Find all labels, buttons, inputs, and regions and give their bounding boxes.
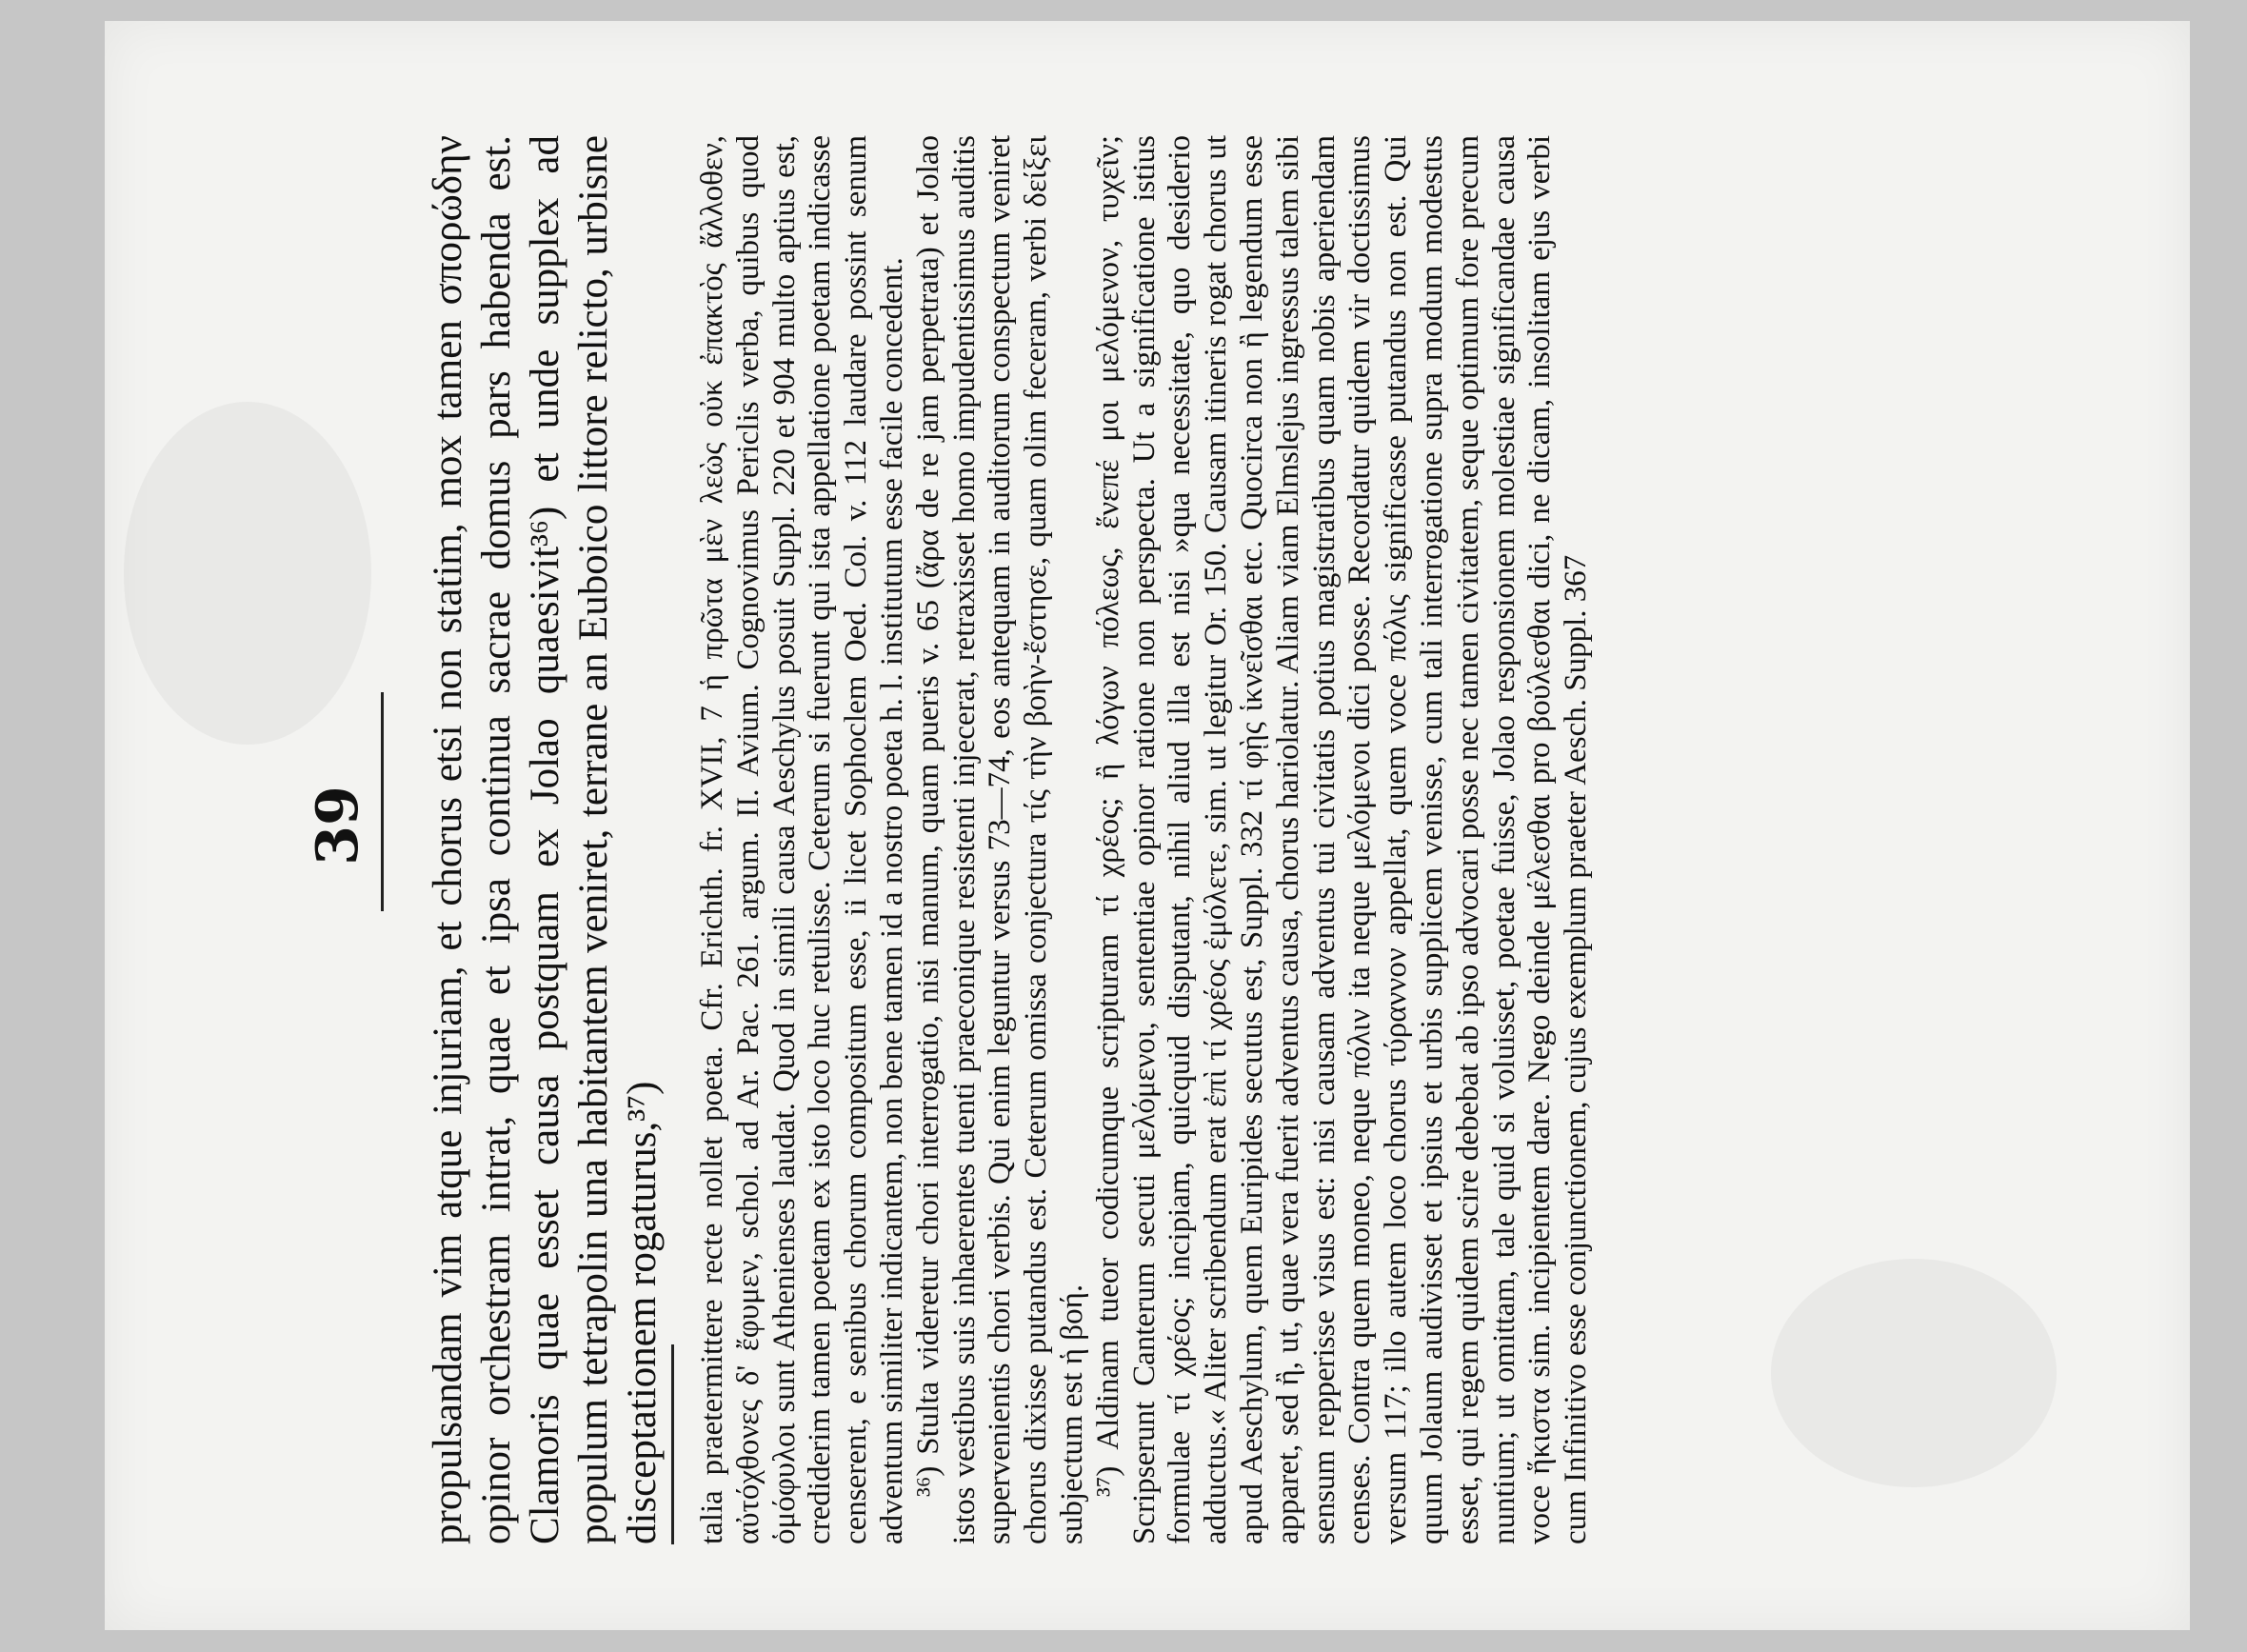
footnote-36: ³⁶) Stulta videretur chori interrogatio, nisi manum, quam pueris v. 65 (ἄρα de re jam perpetrata) et Jolao istos vestibus suis inhaerentes tuenti praeconique resistenti injecerat, retraxisset homo impudentissimus auditis supervenientis chori verbis. Qui enim leguntur versus 73—74, eos antequam in auditorum conspectum veniret chorus dixisse putandus est. Ceterum omissa conjectura τίς τὴν βοὴν-ἔστησε, quam olim feceram, verbi δείξει subjectum est ἡ βοή. [910,135,1089,1544]
page-number: 39 [305,786,371,866]
rotated-page [190,16,2057,1635]
main-text: propulsandam vim atque injuriam, et chorus etsi non statim, mox tamen σπορώδην opinor orchestram intrat, quae et ipsa continua sacrae domus pars habenda est. Clamoris quae esset causa postquam ex Jolao quaesivit³⁶) et unde supplex ad populum tetrapolin una habitantem veniret, terrane an Euboico littore relicto, urbisne disceptationem rogaturus,³⁷) [426,135,665,1544]
footnote-continuation: talia praetermittere recte nollet poeta. Cfr. Erichth. fr. XVII, 7 ἡ πρῶτα μὲν λεὼς οὐκ ἐπακτὸς ἄλλοθεν, αὐτόχθονες δ' ἔφυμεν, schol. ad Ar. Pac. 261. argum. II. Avium. Cognovimus Periclis verba, quibus quod ὁμόφυλοι sunt Athenienses laudat. Quod in simili causa Aeschylus posuit Suppl. 220 et 904 multo aptius est, crediderim tamen poetam ex isto loco huc retulisse. Ceterum si fuerunt qui ista appellatione poetam indicasse censerent, e senibus chorum compositum esse, ii licet Sophoclem Oed. Col. v. 112 laudare possint senum adventum similiter indicantem, non bene tamen id a nostro poeta h. l. institutum esse facile concedent. [695,135,909,1544]
page-number-rule [381,692,384,911]
footnote-separator [671,1344,674,1544]
footnotes [695,135,1595,1544]
footnote-37: ³⁷) Aldinam tueor codicumque scripturam τί χρέος; ἢ λόγων πόλεως, ἕνεπέ μοι μελόμενον, τυχεῖν; Scripserunt Canterum secuti μελόμενοι, sententiae opinor ratione non perspecta. Ut a significatione istius formulae τί χρέος; incipiam, quicquid disputant, nihil aliud illa est nisi »qua necessitate, quo desiderio adductus.« Aliter scribendum erat ἐπὶ τί χρέος ἐμόλετε, sim. ut legitur Or. 150. Causam itineris rogat chorus ut apud Aeschylum, quem Euripides secutus est, Suppl. 332 τί φῂς ἱκνεῖσθαι etc. Quocirca non ἢ legendum esse apparet, sed ἢ, ut, quae vera fuerit adventus causa, chorus hariolatur. Aliam viam Elmslejus ingressus talem sibi sensum repperisse visus est: nisi causam adventus tui civitatis potius magistratibus quam nobis aperiendam censes. Contra quem moneo, neque πόλιν ita neque μελόμενοι dici posse. Recordatur quidem vir doctissimus versum 117; illo autem loco chorus τύραννον appellat, quem voce πόλις significasse putandus non est. Qui quum Jolaum audivisset et ipsius et urbis supplicem venisse, cum tali interrogatione supra modum modestus esset, qui regem quidem scire debebat ab ipso advocari posse nec tamen civitatem, seque optimum fore precum nuntium; ut omittam, tale quid si voluisset, poetae fuisse, Jolao responsionem molestiae significandae causa voce ἥκιστα sim. incipientem dare. Nego deinde μέλεσθαι pro βούλεσθαι dici, ne dicam, insolitam ejus verbi cum Infinitivo esse conjunctionem, cujus exemplum praeter Aesch. Suppl. 367 [1090,135,1594,1544]
